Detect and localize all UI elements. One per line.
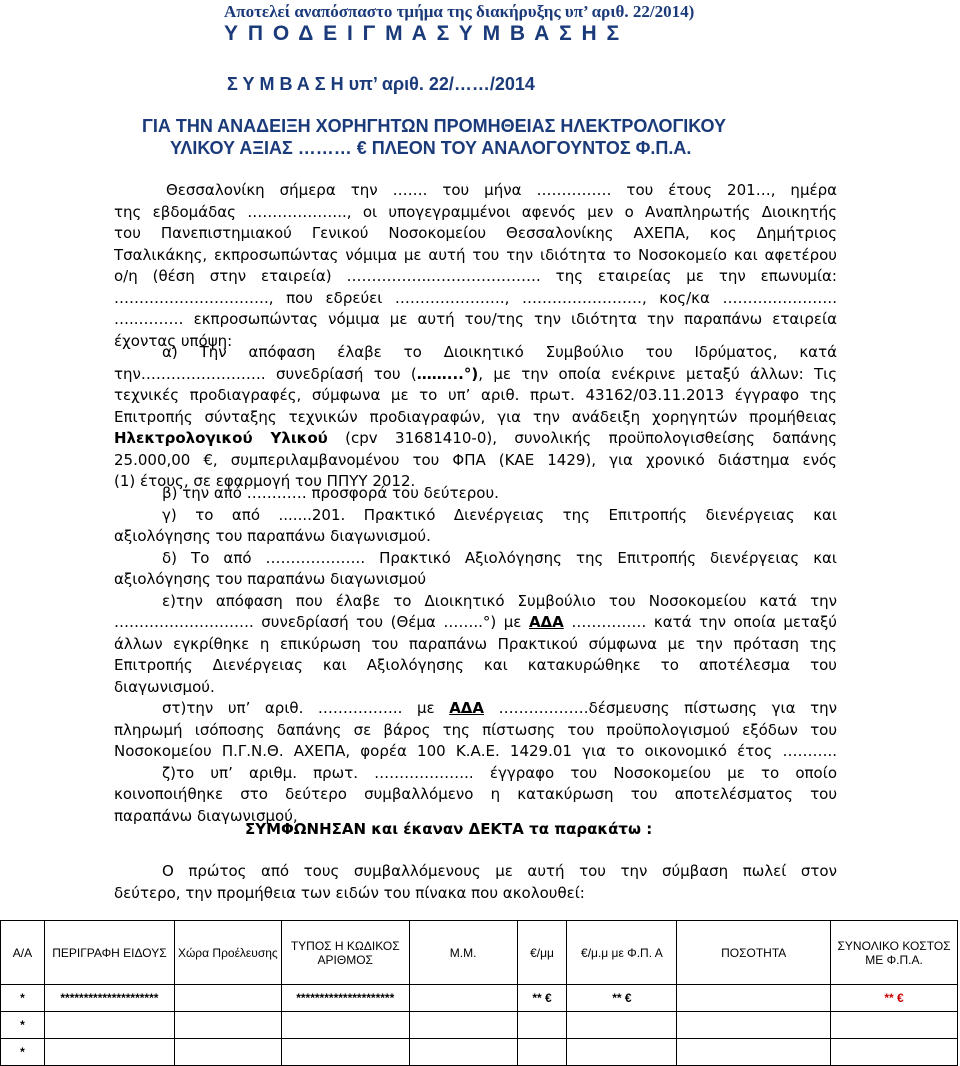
table-header-cell: Μ.Μ.	[409, 921, 517, 985]
contract-number: Σ Υ Μ Β Α Σ Η υπ’ αριθ. 22/……/2014	[227, 74, 535, 94]
item-z-line: παραπάνω διαγωνισμού,	[114, 806, 298, 825]
table-header-row	[1, 921, 958, 985]
intro-line: …..……… εκπροσωπώντας νόμιμα με αυτή του/της την ιδιότητα την παραπάνω εταιρεία	[114, 310, 837, 328]
table-header-cell: ΠΟΣΟΤΗΤΑ	[677, 921, 831, 985]
item-st-line: στ)την υπ’ αριθ. …………….. με ΑΔΑ ………………δέσμευσης πίστωσης για την	[162, 699, 837, 717]
table-header-cell: ΠΕΡΙΓΡΑΦΗ ΕΙΔΟΥΣ	[44, 921, 174, 985]
table-header-cell: ΣΥΝΟΛΙΚΟ ΚΟΣΤΟΣ ΜΕ Φ.Π.Α.	[831, 921, 958, 985]
item-z-line: κοινοποιήθηκε στο δεύτερο συμβαλλόμενο η κατακύρωση του αποτελέσματος του	[114, 785, 837, 803]
items-table	[0, 920, 958, 1066]
item-a-line: (1) έτους, σε εφαρμογή του ΠΠΥΥ 2012.	[114, 472, 416, 490]
intro-line: Τσαλικάκης, εκπροσωπώντας νόμιμα με αυτή του την ιδιότητα το Νοσοκομείο και αφετέρου	[114, 245, 837, 264]
item-e-line: διαγωνισμού.	[114, 677, 215, 696]
table-header-cell: €/μμ	[517, 921, 567, 985]
table-header-cell: Χώρα Προέλευσης	[174, 921, 281, 985]
item-st-line: πληρωμή ισόποσης δαπάνης σε βάρος της πίστωσης του προϋπολογισμού εξόδων του	[114, 720, 837, 739]
intro-line: του Πανεπιστημιακού Γενικού Νοσοκομείου Θεσσαλονίκης ΑΧΕΠΑ, κος Δημήτριος	[114, 224, 837, 242]
table-cell	[174, 985, 281, 1012]
item-d-line: δ) Το από ……………….. Πρακτικό Αξιολόγησης της Επιτροπής διενέργειας και	[162, 548, 837, 567]
item-st-line: Νοσοκομείου Π.Γ.Ν.Θ. ΑΧΕΠΑ, φορέα 100 Κ.Α.Ε. 1429.01 για το οικονομικό έτος ………..	[114, 742, 837, 760]
table-cell: ** €	[567, 985, 677, 1012]
intro-line: ο/η (θέση στην εταιρεία) ……………..…………………. της εταιρείας με την επωνυμία:	[114, 267, 837, 285]
table-header-cell: Α/Α	[1, 921, 45, 985]
table-cell: *********************	[44, 985, 174, 1012]
item-c-line: γ) το από .......201. Πρακτικό Διενέργειας της Επιτροπής διενέργειας και	[162, 505, 837, 524]
table-cell: *	[1, 1012, 45, 1039]
item-b-line: β) την από ………… προσφορά του δεύτερου.	[162, 484, 499, 502]
table-cell: *********************	[281, 985, 409, 1012]
table-header-cell: ΤΥΠΟΣ Η ΚΩΔΙΚΟΣ ΑΡΙΘΜΟΣ	[281, 921, 409, 985]
table-cell: ** €	[517, 985, 567, 1012]
item-a-line: α) Την απόφαση έλαβε το Διοικητικό Συμβούλιο του Ιδρύματος, κατά	[162, 343, 837, 361]
item-a-line: 25.000,00 €, συμπεριλαμβανομένου του ΦΠΑ (ΚΑΕ 1429), για χρονικό διάστημα ενός	[114, 450, 837, 469]
intro-line: έχοντας υπόψη:	[114, 331, 233, 350]
item-e-line: άλλων εγκρίθηκε η επικύρωση του παραπάνω Πρακτικού σύμφωνα με την πρόταση της	[114, 634, 837, 653]
closing-line: δεύτερο, την προμήθεια των ειδών του πίνακα που ακολουθεί:	[114, 883, 585, 902]
table-cell	[409, 985, 517, 1012]
item-a-line: Ηλεκτρολογικού Υλικού (cpv 31681410-0), συνολικής προϋπολογισθείσης δαπάνης	[114, 429, 837, 447]
item-z-line: ζ)το υπ’ αριθμ. πρωτ. ……………….. έγγραφο του Νοσοκομείου με το οποίο	[162, 763, 837, 782]
table-row	[1, 1039, 958, 1066]
table-cell: *	[1, 1039, 45, 1066]
table-row	[1, 1012, 958, 1039]
item-a-paragraph	[114, 342, 837, 493]
intro-paragraph	[114, 180, 837, 352]
item-a-line: την……………………. συνεδρίασή του (……...°), με την οποία ενέκρινε μεταξύ άλλων: Τις	[114, 364, 838, 383]
table-header-cell: €/μ.μ με Φ.Π. Α	[567, 921, 677, 985]
item-e-line: ………………………. συνεδρίασή του (Θέμα ……..°) με ΑΔΑ …………… κατά την οποία μεταξύ	[114, 613, 837, 631]
intro-line: Θεσσαλονίκη σήμερα την ……. του μήνα …………… του έτους 201…, ημέρα	[166, 181, 837, 199]
contract-subject-line1: ΓΙΑ ΤΗΝ ΑΝΑΔΕΙΞΗ ΧΟΡΗΓΗΤΩΝ ΠΡΟΜΗΘΕΙΑΣ ΗΛΕΚΤΡΟΛΟΓΙΚΟΥ	[142, 116, 726, 136]
item-a-line: Επιτροπής σύνταξης τεχνικών προδιαγραφών, για την ανάδειξη χορηγητών προμήθειας	[114, 407, 837, 426]
item-e-line: Επιτροπής Διενέργειας και Αξιολόγησης και κατακυρώθηκε το αποτέλεσμα του	[114, 656, 837, 674]
table-row	[1, 985, 958, 1012]
closing-line: Ο πρώτος από τους συμβαλλόμενους με αυτή του την σύμβαση πωλεί στον	[162, 862, 837, 880]
document-header-note: Αποτελεί αναπόσπαστο τμήμα της διακήρυξης υπ’ αριθ. 22/2014)	[224, 2, 695, 21]
table-cell	[677, 985, 831, 1012]
intro-line: της εβδομάδας ……………….., οι υπογεγραμμένοι αφενός μεν ο Αναπληρωτής Διοικητής	[114, 202, 837, 221]
items-b-to-z	[114, 483, 837, 827]
item-d-line: αξιολόγησης του παραπάνω διαγωνισμού	[114, 570, 427, 588]
contract-subject-line2: ΥΛΙΚΟΥ ΑΞΙΑΣ ……… € ΠΛΕΟΝ ΤΟΥ ΑΝΑΛΟΓΟΥΝΤΟΣ Φ.Π.Α.	[170, 138, 692, 158]
item-e-line: ε)την απόφαση που έλαβε το Διοικητικό Συμβούλιο του Νοσοκομείου κατά την	[162, 591, 837, 610]
agreement-heading: ΣΥΜΦΩΝΗΣΑΝ και έκαναν ΔΕΚΤΑ τα παρακάτω :	[245, 820, 653, 838]
intro-line: …………………………., που εδρεύει …………………., ……………………, κος/κα ……….………….	[114, 288, 837, 307]
item-c-line: αξιολόγησης του παραπάνω διαγωνισμού.	[114, 527, 431, 545]
table-cell: *	[1, 985, 45, 1012]
closing-paragraph	[114, 861, 837, 904]
document-header-title: Υ Π Ο Δ Ε Ι Γ Μ Α Σ Υ Μ Β Α Σ Η Σ	[224, 22, 622, 45]
item-a-line: τεχνικές προδιαγραφές, σύμφωνα με το υπ’ αριθ. πρωτ. 43162/03.11.2013 έγγραφο της	[114, 386, 837, 404]
material-name: Ηλεκτρολογικού Υλικού	[114, 429, 328, 447]
table-cell: ** €	[831, 985, 958, 1012]
